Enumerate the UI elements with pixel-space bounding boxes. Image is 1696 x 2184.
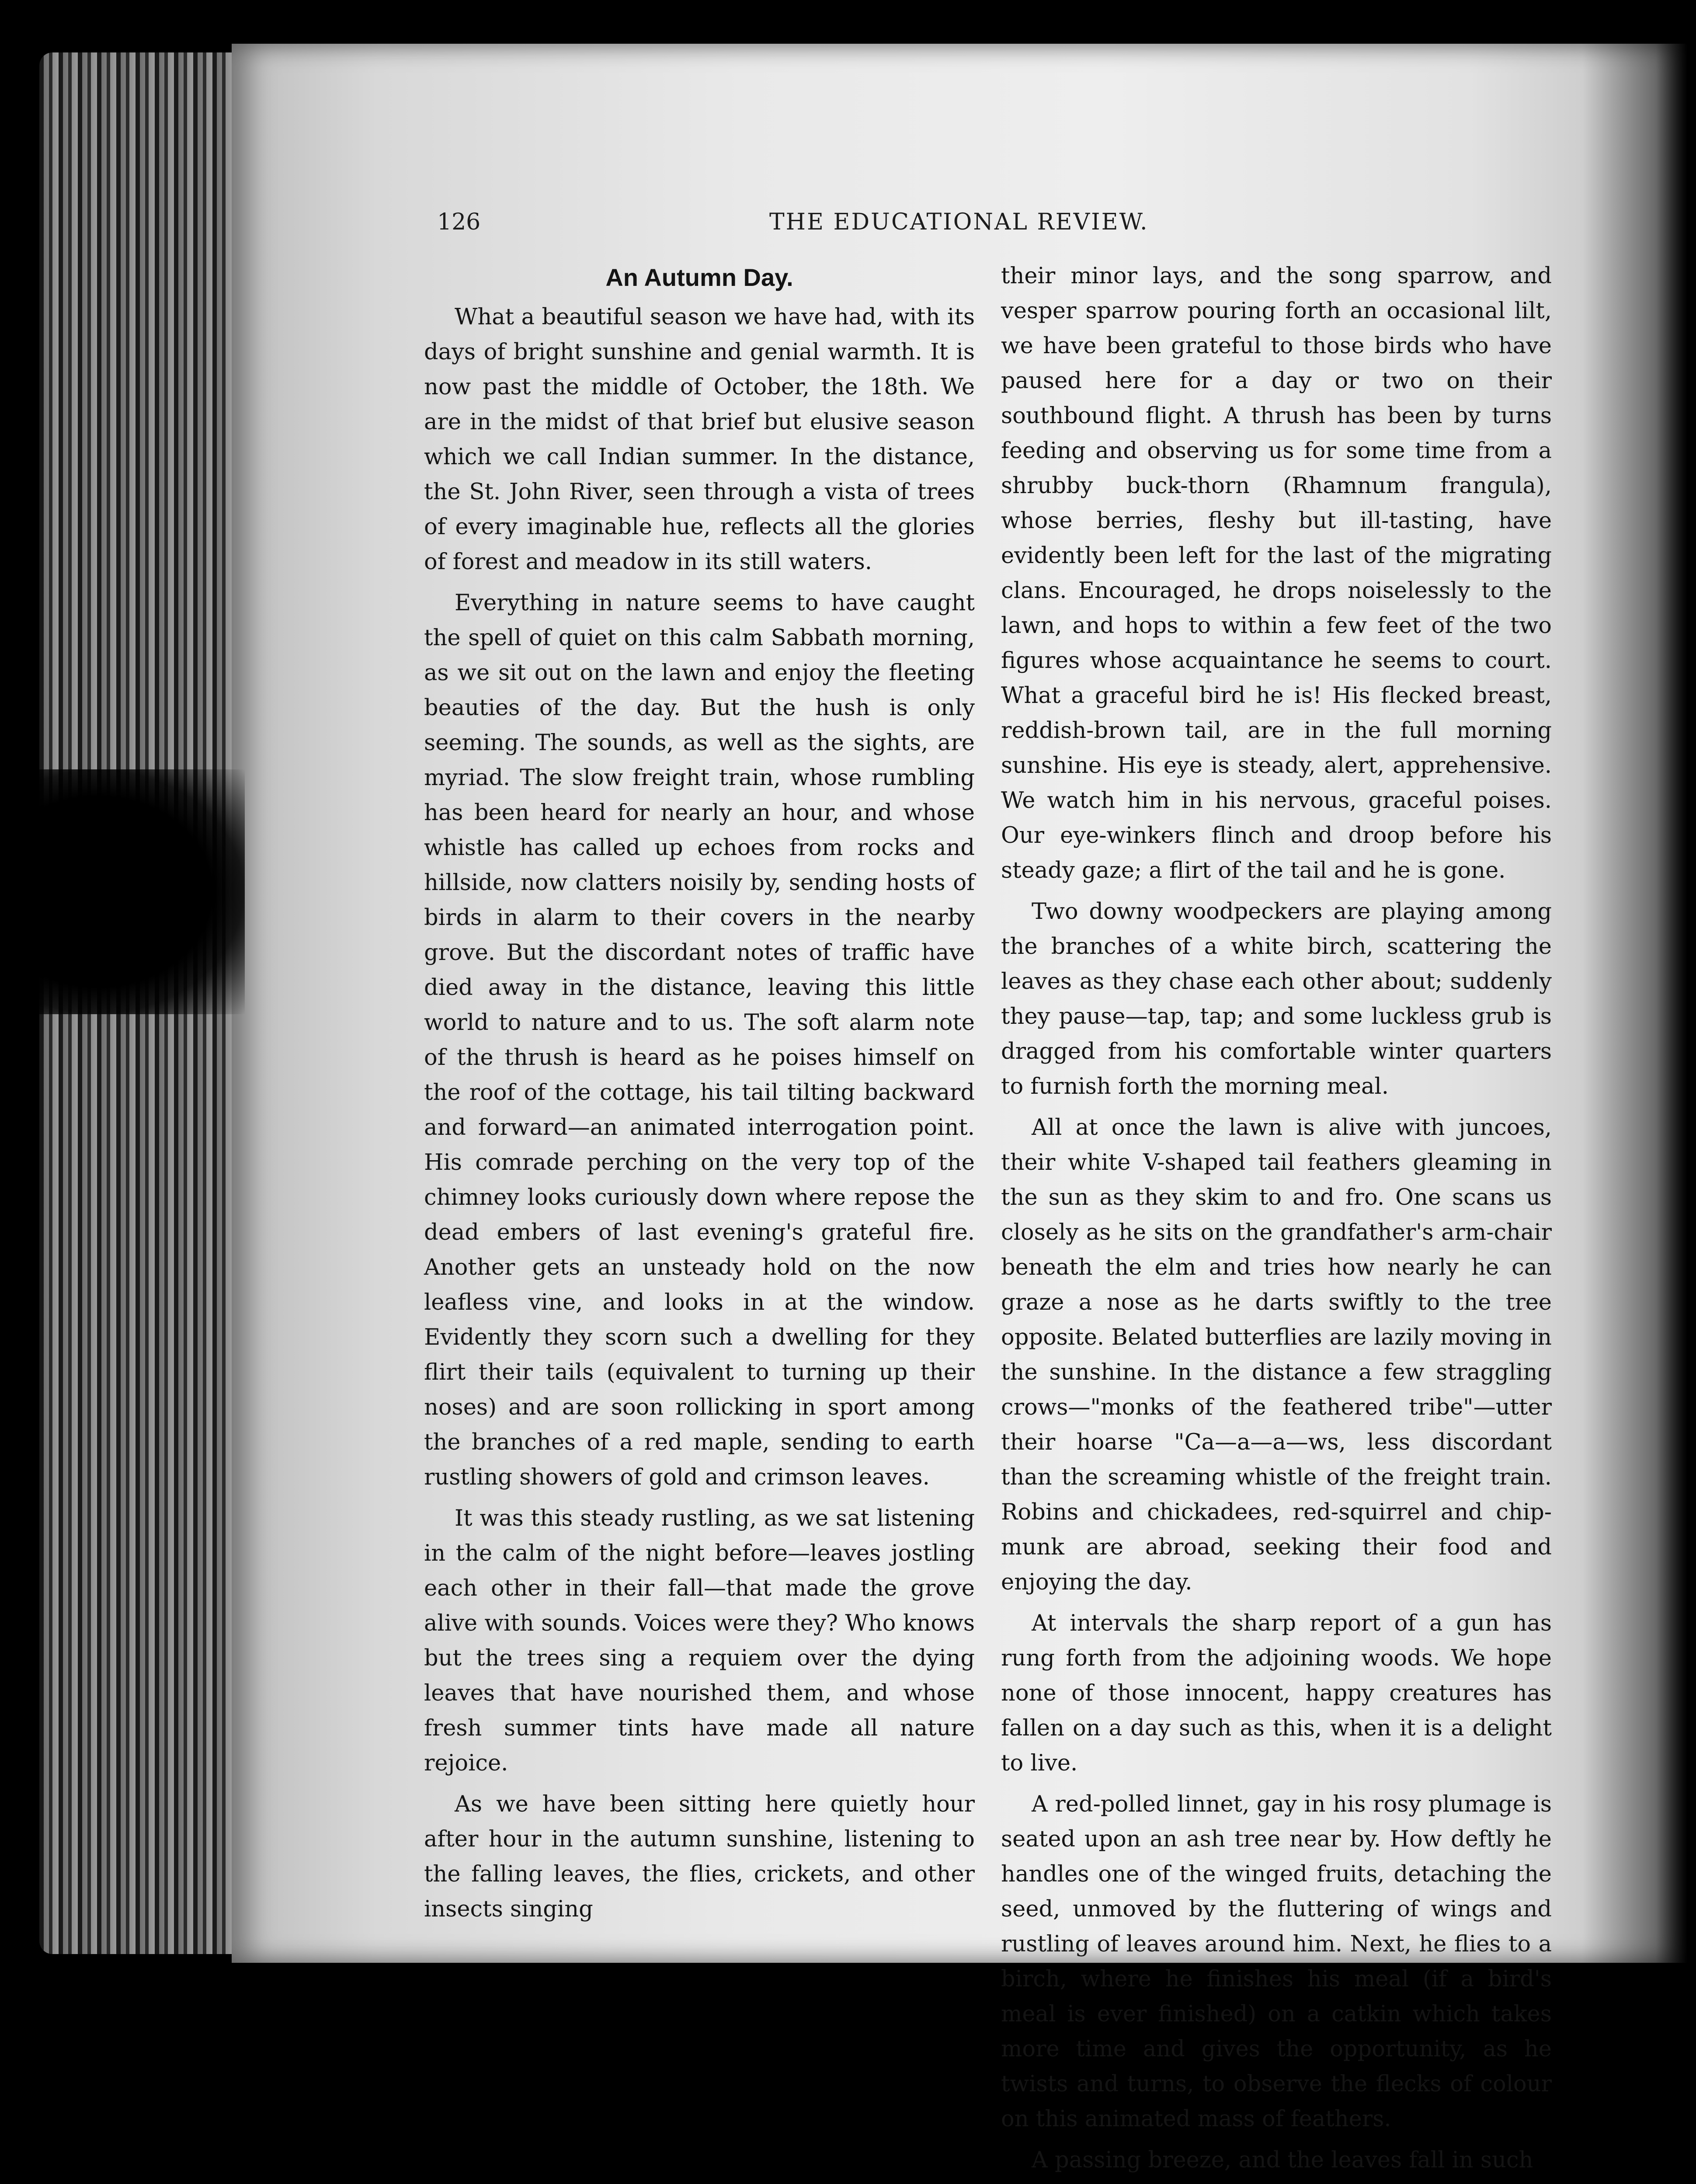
article-title: An Autumn Day. bbox=[605, 264, 793, 291]
paragraph-continuation: their minor lays, and the song sparrow, and vesper sparrow pouring forth an occasional lilt, we have been grateful to those birds who have paused here for a day or two on their southbound flight. A thrush has been by turns feeding and observing us for some time from a shrubby buck-thorn (Rhamnum frangula), whose berries, fleshy but ill-tasting, have evidently been left for the last of the migrating clans. Encouraged, he drops noiselessly to the lawn, and hops to within a few feet of the two figures whose acquaintance he seems to court. What a graceful bird he is! His flecked breast, reddish-brown tail, are in the full morning sunshine. His eye is steady, alert, apprehensive. We watch him in his nervous, graceful poises. Our eye-winkers flinch and droop before his steady gaze; a flirt of the tail and he is gone. bbox=[1001, 263, 1552, 883]
paragraph: Everything in nature seems to have caught the spell of quiet on this calm Sabbath morning, as we sit out on the lawn and enjoy the fleeting beauties of the day. But the hush is only seeming. The sounds, as well as the sights, are myriad. The slow freight train, whose rumbling has been heard for nearly an hour, and whose whistle has called up echoes from rocks and hillside, now clatters noisily by, sending hosts of birds in alarm to their covers in the nearby grove. But the discordant notes of traffic have died away in the distance, leaving this little world to nature and to us. The soft alarm note of the thrush is heard as he poises himself on the roof of the cottage, his tail tilting backward and forward—an animated interrogation point. His comrade perching on the very top of the chimney looks curiously down where repose the dead embers of last evening's grateful fire. Another gets an unsteady hold on the now leafless vine, and looks in at the window. Evidently they scorn such a dwelling for they flirt their tails (equivalent to turning up their noses) and are soon rollicking in sport among the branches of a red maple, sending to earth rustling showers of gold and crimson leaves. bbox=[424, 590, 975, 1490]
left-column bbox=[424, 259, 975, 1933]
paragraph: A red-polled linnet, gay in his rosy plumage is seated upon an ash tree near by. How deftly he handles one of the winged fruits, detaching the seed, unmoved by the fluttering of wings and rustling of leaves around him. Next, he flies to a birch, where he finishes his meal (if a bird's meal is ever finished) on a catkin which takes more time and gives the opportunity, as he twists and turns, to observe the flecks of colour on this animated mass of feathers. bbox=[1001, 1791, 1552, 2132]
running-head: THE EDUCATIONAL REVIEW. bbox=[769, 209, 1149, 235]
paragraph: Two downy woodpeckers are playing among the branches of a white birch, scattering the leaves as they chase each other about; suddenly they pause—tap, tap; and some luckless grub is dragged from his comfortable winter quarters to furnish forth the morning meal. bbox=[1001, 899, 1552, 1099]
gutter-shadow bbox=[1582, 44, 1687, 1963]
page-number: 126 bbox=[437, 209, 481, 235]
paragraph: As we have been sitting here quietly hour after hour in the autumn sunshine, listening to the falling leaves, the flies, crickets, and other insects singing bbox=[424, 1791, 975, 1922]
paragraph: A passing breeze, and the leaves fall in such bbox=[1032, 2147, 1533, 2173]
paragraph: All at once the lawn is alive with juncoes, their white V-shaped tail feathers gleaming in the sun as they skim to and fro. One scans us closely as he sits on the grandfather's arm-chair beneath the elm and tries how nearly he can graze a nose as he darts swiftly to the tree opposite. Belated butterflies are lazily moving in the sunshine. In the distance a few straggling crows—"monks of the feathered tribe"—utter their hoarse "Ca—a—a—ws, less discordant than the screaming whistle of the freight train. Robins and chickadees, red-squirrel and chip-munk are abroad, seeking their food and enjoying the day. bbox=[1001, 1115, 1552, 1595]
right-column bbox=[1001, 259, 1552, 2184]
paragraph: It was this steady rustling, as we sat listening in the calm of the night before—leaves jostling each other in their fall—that made the grove alive with sounds. Voices were they? Who knows but the trees sing a requiem over the dying leaves that have nourished them, and whose fresh summer tints have made all nature rejoice. bbox=[424, 1506, 975, 1776]
paragraph: At intervals the sharp report of a gun has rung forth from the adjoining woods. We hope none of those innocent, happy creatures has fallen on a day such as this, when it is a delight to live. bbox=[1001, 1610, 1552, 1776]
paragraph: What a beautiful season we have had, with its days of bright sunshine and genial warmth. It is now past the middle of October, the 18th. We are in the midst of that brief but elusive season which we call Indian summer. In the distance, the St. John River, seen through a vista of trees of every imaginable hue, reflects all the glories of forest and meadow in its still waters. bbox=[424, 304, 975, 575]
thumb-shadow bbox=[0, 769, 245, 1014]
